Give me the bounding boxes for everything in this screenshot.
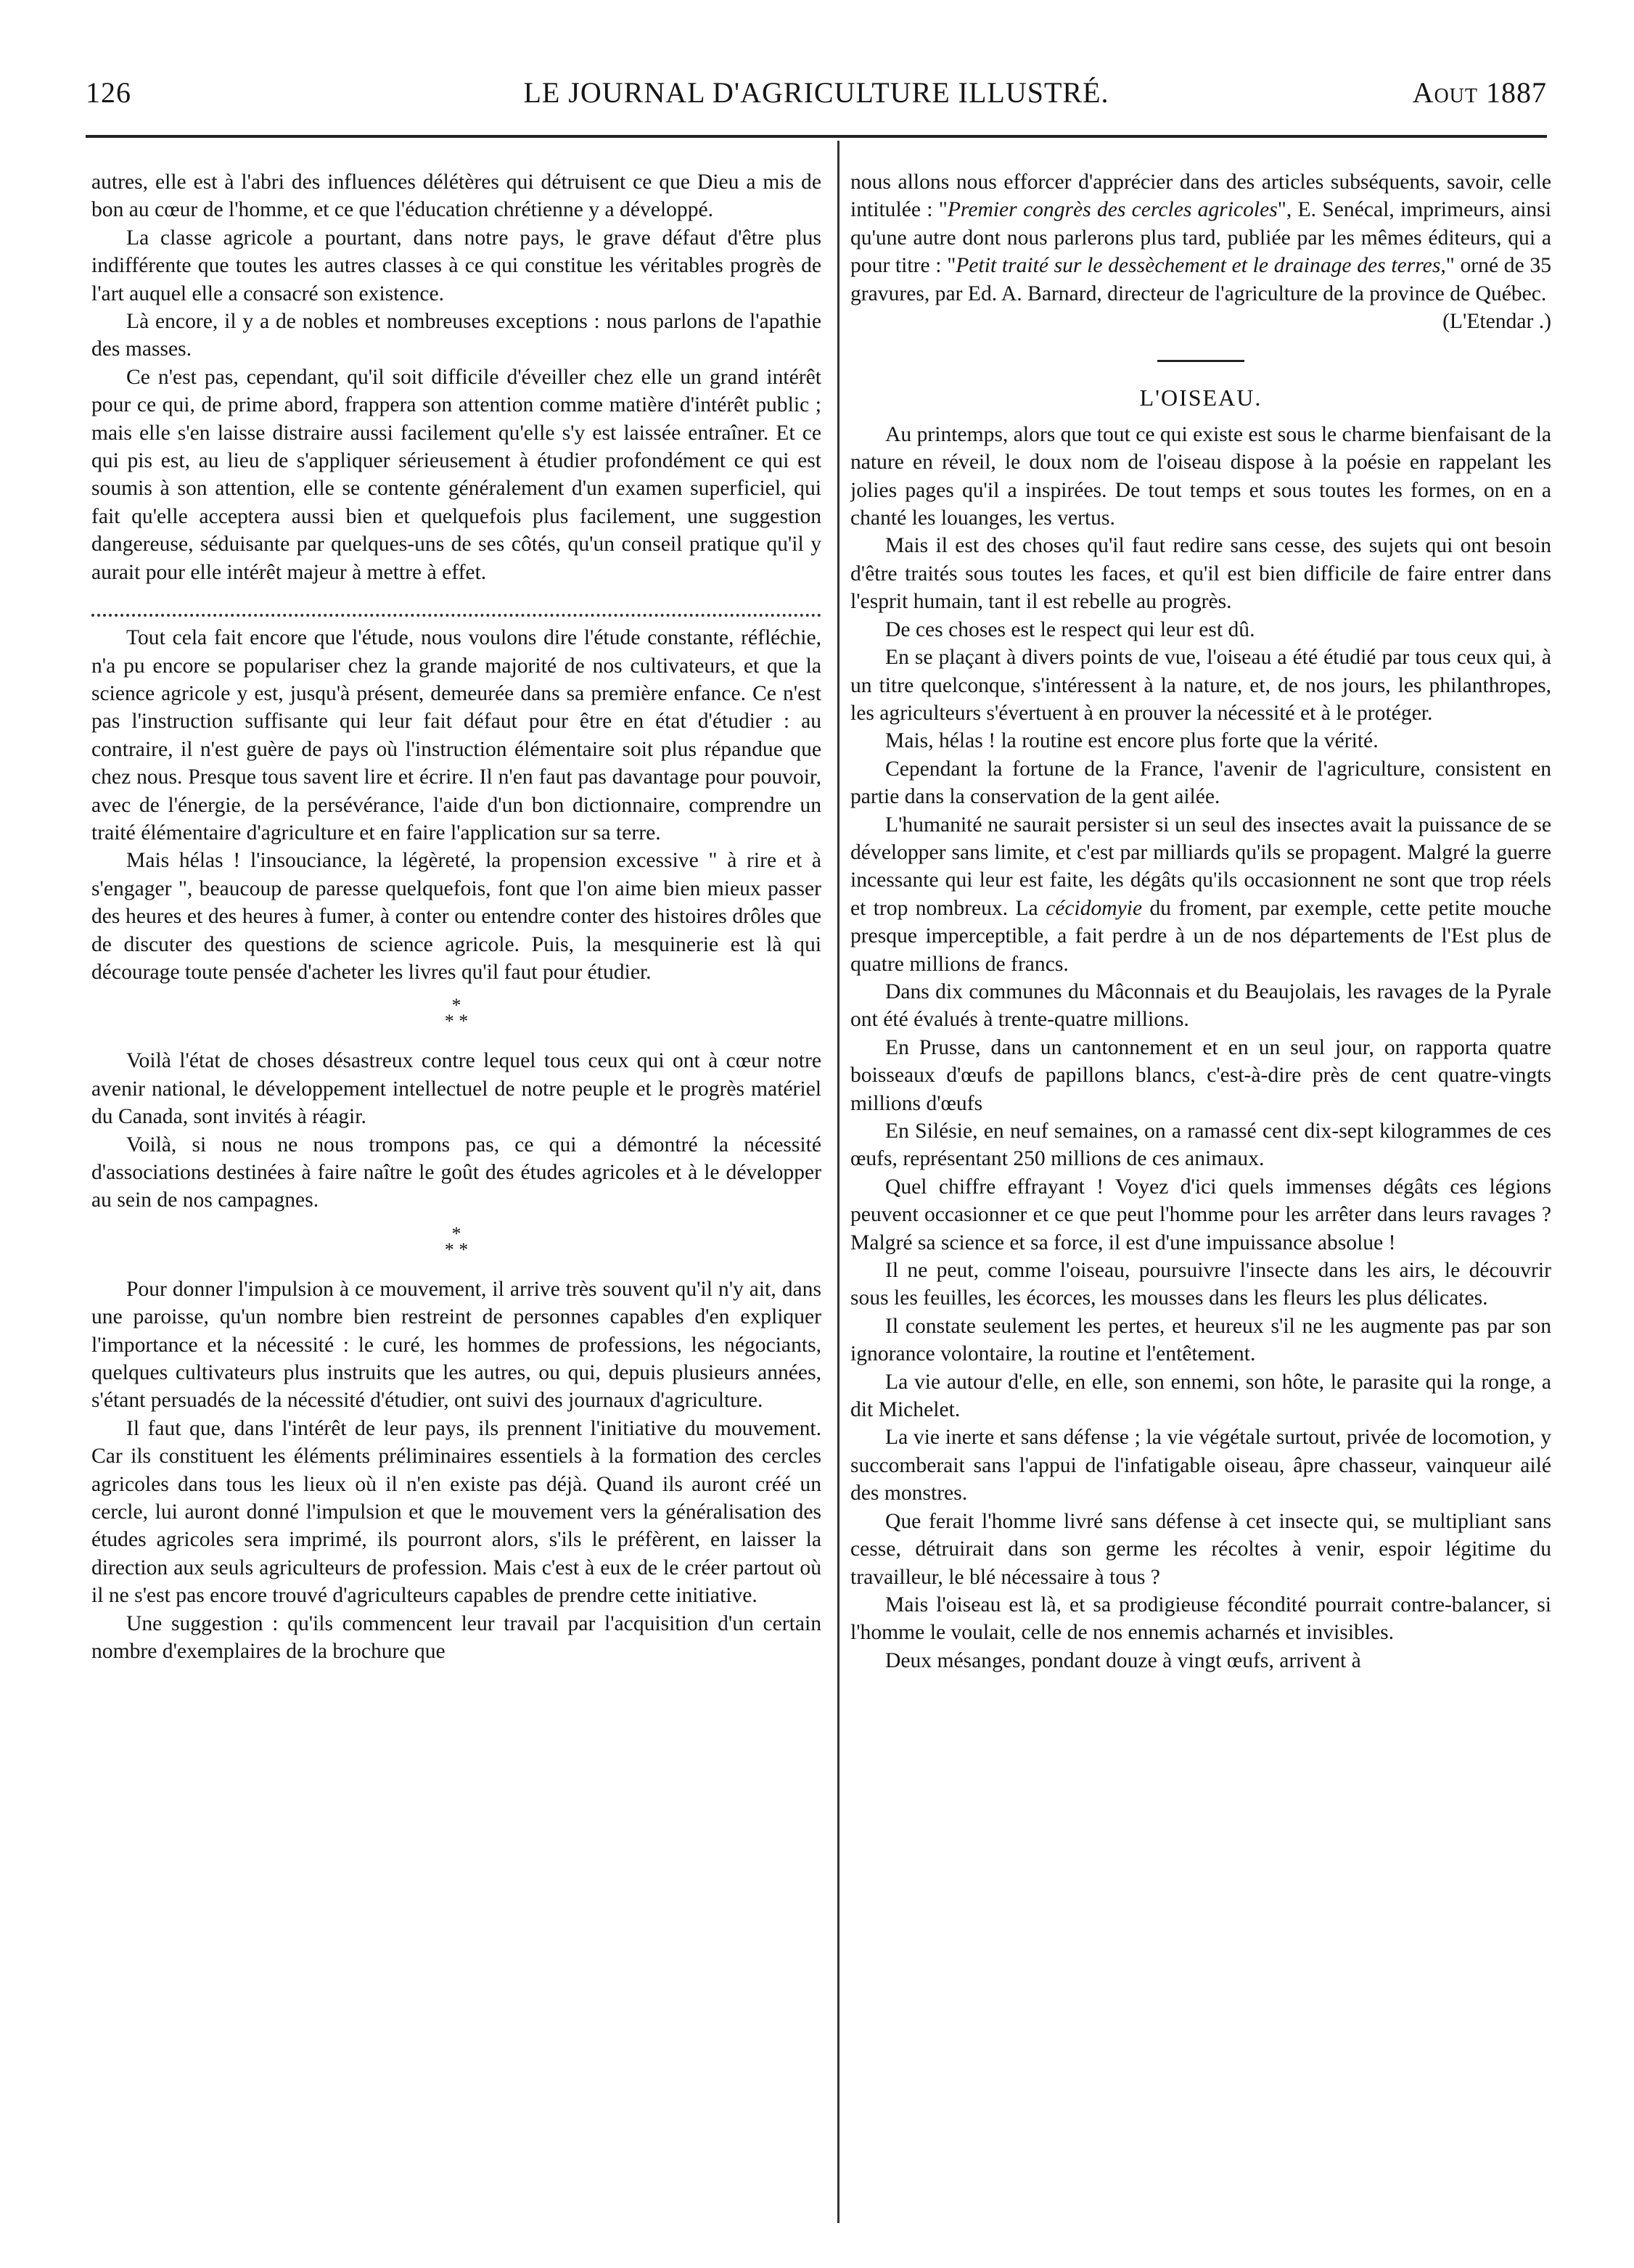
journal-title: LE JOURNAL D'AGRICULTURE ILLUSTRÉ.: [523, 76, 1109, 109]
text-run: du froment, par exemple, cette petite mouche presque imperceptible, a fait perdre à un de nos départements de l'Est plus de quatre millions de francs.: [850, 896, 1551, 976]
book-title: Premier congrès des cercles agricoles: [947, 198, 1278, 222]
paragraph: Que ferait l'homme livré sans défense à cet insecte qui, se multipliant sans cesse, détruirait dans son germe les récoltes à venir, espoir légitime du travailleur, le blé nécessaire à tous ?: [850, 1509, 1551, 1589]
paragraph: Quel chiffre effrayant ! Voyez d'ici quels immenses dégâts ces légions peuvent occasionner et ce que peut l'homme pour les arrêter dans leurs ravages ? Malgré sa science et sa force, il est d'une impuissance absolue !: [850, 1175, 1551, 1254]
article-separator-rule: [1157, 360, 1244, 362]
paragraph: Voilà l'état de choses désastreux contre lequel tous ceux qui ont à cœur notre avenir national, le développement intellectuel de notre peuple et le progrès matériel du Canada, sont invités à réagir.: [91, 1049, 821, 1129]
book-title: Petit traité sur le dessèchement et le drainage des terres,: [956, 254, 1446, 278]
paragraph: En Prusse, dans un cantonnement et en un seul jour, on rapporta quatre boisseaux d'œufs de papillons blancs, c'est-à-dire près de cent quatre-vingts millions d'œufs: [850, 1035, 1551, 1115]
paragraph: Il ne peut, comme l'oiseau, poursuivre l'insecte dans les airs, le découvrir sous les feuilles, les écorces, les mousses dans les fleurs les plus délicates.: [850, 1259, 1551, 1310]
paragraph: Au printemps, alors que tout ce qui existe est sous le charme bienfaisant de la nature en réveil, le doux nom de l'oiseau dispose à la poésie en rappelant les jolies pages qu'il a inspirées. De tout temps et sous toutes les formes, on en a chanté les louanges, les vertus.: [850, 422, 1551, 530]
paragraph: En Silésie, en neuf semaines, on a ramassé cent dix-sept kilogrammes de ces œufs, représentant 250 millions de ces animaux.: [850, 1119, 1551, 1171]
article-title: L'OISEAU.: [1139, 385, 1263, 411]
paragraph: Il constate seulement les pertes, et heureux s'il ne les augmente pas par son ignorance volontaire, la routine et l'entêtement.: [850, 1314, 1551, 1366]
paragraph: [850, 168, 1551, 308]
paragraph: Là encore, il y a de nobles et nombreuses exceptions : nous parlons de l'apathie des masses.: [91, 310, 821, 361]
paragraph: Une suggestion : qu'ils commencent leur travail par l'acquisition d'un certain nombre d'exemplaires de la brochure que: [91, 1611, 821, 1664]
page-header: [86, 75, 1547, 119]
paragraph: Tout cela fait encore que l'étude, nous voulons dire l'étude constante, réfléchie, n'a pu encore se populariser chez la grande majorité de nos cultivateurs, et que la science agricole y est, jusqu'à présent, demeurée dans sa première enfance. Ce n'est pas l'instruction suffisante qui leur fait défaut pour être en état d'étudier : au contraire, il n'est guère de pays où l'instruction élémentaire soit plus répandue que chez nous. Presque tous savent lire et écrire. Il n'en faut pas davantage pour pouvoir, avec de l'énergie, de la persévérance, l'aide d'un bon dictionnaire, comprendre un traité élémentaire d'agriculture et en faire l'application sur sa terre.: [91, 626, 821, 845]
dotted-separator: [91, 596, 821, 617]
text-run: ", E. Senécal, imprimeurs, ainsi qu'une autre dont nous parlerons plus tard, publiée par les mêmes éditeurs, qui a pour titre : ": [850, 198, 1551, 278]
paragraph: Dans dix communes du Mâconnais et du Beaujolais, les ravages de la Pyrale ont été évalués à trente-quatre millions.: [850, 979, 1551, 1032]
issue-date: Aout 1887: [1412, 76, 1547, 109]
column-divider: [837, 141, 839, 2223]
paragraph: Mais hélas ! l'insouciance, la légèreté, la propension excessive " à rire et à s'engager ", beaucoup de paresse quelquefois, font que l'on aime bien mieux passer des heures et des heures à fumer, à conter ou entendre conter des histoires drôles que de discuter des questions de science agricole. Puis, la mesquinerie est là qui décourage toute pensée d'acheter les livres qu'il faut pour étudier.: [91, 849, 821, 984]
text-run: L'humanité ne saurait persister si un seul des insectes avait la puissance de se développer sans limite, et c'est par milliards qu'ils se propagent. Malgré la guerre incessante qui leur est faite, les dégâts qu'ils occasionnent ne sont que trop réels et trop nombreux. La: [850, 813, 1551, 920]
paragraph: La classe agricole a pourtant, dans notre pays, le grave défaut d'être plus indifférente que toutes les autres classes à ce qui constitue les véritables progrès de l'art auquel elle a consacré son existence.: [91, 226, 821, 305]
header-rule: [86, 135, 1547, 138]
paragraph: Mais l'oiseau est là, et sa prodigieuse fécondité pourrait contre-balancer, si l'homme le voulait, celle de nos ennemis acharnés et invisibles.: [850, 1593, 1551, 1645]
paragraph: Deux mésanges, pondant douze à vingt œufs, arrivent à: [885, 1648, 1361, 1672]
paragraph: Ce n'est pas, cependant, qu'il soit difficile d'éveiller chez elle un grand intérêt pour ce qui, de prime abord, frappera son attention comme matière d'intérêt public ; mais elle s'en laisse distraire aussi facilement qu'elle s'y est laissée entraîner. Et ce qui pis est, au lieu de s'appliquer sérieusement à étudier profondément ce qui est soumis à son attention, elle se contente généralement d'un examen superficiel, qui fait qu'elle acceptera aussi bien et quelquefois plus facilement, une suggestion dangereuse, séduisante par quelques-uns de ses côtés, qu'un conseil pratique qu'il y aurait pour elle intérêt majeur à mettre à effet.: [91, 365, 821, 584]
left-column: [91, 168, 821, 2243]
source-signature: (L'Etendar .): [1442, 310, 1551, 334]
text-run: nous allons nous efforcer d'apprécier dans des articles subséquents, savoir, celle intitulée : ": [850, 170, 1551, 222]
species-name: cécidomyie: [1046, 896, 1143, 920]
paragraph: La vie autour d'elle, en elle, son ennemi, son hôte, le parasite qui la ronge, a dit Michelet.: [850, 1370, 1551, 1422]
paragraph: autres, elle est à l'abri des influences délétères qui détruisent ce que Dieu a mis de bon au cœur de l'homme, et ce que l'éducation chrétienne y a développé.: [91, 170, 821, 222]
paragraph: La vie inerte et sans défense ; la vie végétale surtout, privée de locomotion, y succomberait sans l'appui de l'infatigable oiseau, âpre chasseur, vainqueur ailé des monstres.: [850, 1426, 1551, 1505]
paragraph: En se plaçant à divers points de vue, l'oiseau a été étudié par tous ceux qui, à un titre quelconque, s'intéressent à la nature, et, de nos jours, les philanthropes, les agriculteurs s'évertuent à en prouver la nécessité et à le protéger.: [850, 646, 1551, 725]
paragraph: Mais, hélas ! la routine est encore plus forte que la vérité.: [885, 729, 1379, 753]
paragraph: Voilà, si nous ne nous trompons pas, ce qui a démontré la nécessité d'associations destinées à faire naître le goût des études agricoles et à le développer au sein de nos campagnes.: [91, 1133, 821, 1212]
paragraph: Mais il est des choses qu'il faut redire sans cesse, des sujets qui ont besoin d'être traités sous toutes les faces, et qu'il est bien difficile de faire entrer dans l'esprit humain, tant il est rebelle au progrès.: [850, 534, 1551, 614]
paragraph: Pour donner l'impulsion à ce mouvement, il arrive très souvent qu'il n'y ait, dans une paroisse, qu'un nombre bien restreint de personnes capables d'en expliquer l'importance et la nécessité : le curé, les hommes de professions, les négociants, quelques cultivateurs plus instruits que les autres, ou qui, depuis plusieurs années, s'étant persuadés de la nécessité d'étudier, ont suivi des journaux d'agriculture.: [91, 1277, 821, 1413]
text-run: " orné de 35 gravures, par Ed. A. Barnard, directeur de l'agriculture de la province de Québec.: [850, 254, 1551, 305]
right-column: [850, 168, 1551, 2243]
asterism-separator: * * *: [444, 995, 469, 1032]
asterism-separator: * * *: [444, 1223, 469, 1260]
paragraph: De ces choses est le respect qui leur est dû.: [885, 617, 1255, 641]
paragraph: Il faut que, dans l'intérêt de leur pays, ils prennent l'initiative du mouvement. Car ils constituent les éléments préliminaires essentiels à la formation des cercles agricoles dans tous les lieux où il n'en existe pas déjà. Quand ils auront créé un cercle, lui auront donné l'impulsion et que le mouvement vers la généralisation des études agricoles sera imprimé, ils pourront alors, s'ils le préfèrent, en laisser la direction aux seuls agriculteurs de profession. Mais c'est à eux de le créer partout où il ne s'est pas encore trouvé d'agriculteurs capables de prendre cette initiative.: [91, 1416, 821, 1608]
paragraph: Cependant la fortune de la France, l'avenir de l'agriculture, consistent en partie dans la conservation de la gent ailée.: [850, 757, 1551, 809]
page-number: 126: [86, 76, 131, 109]
paragraph: [850, 811, 1551, 978]
